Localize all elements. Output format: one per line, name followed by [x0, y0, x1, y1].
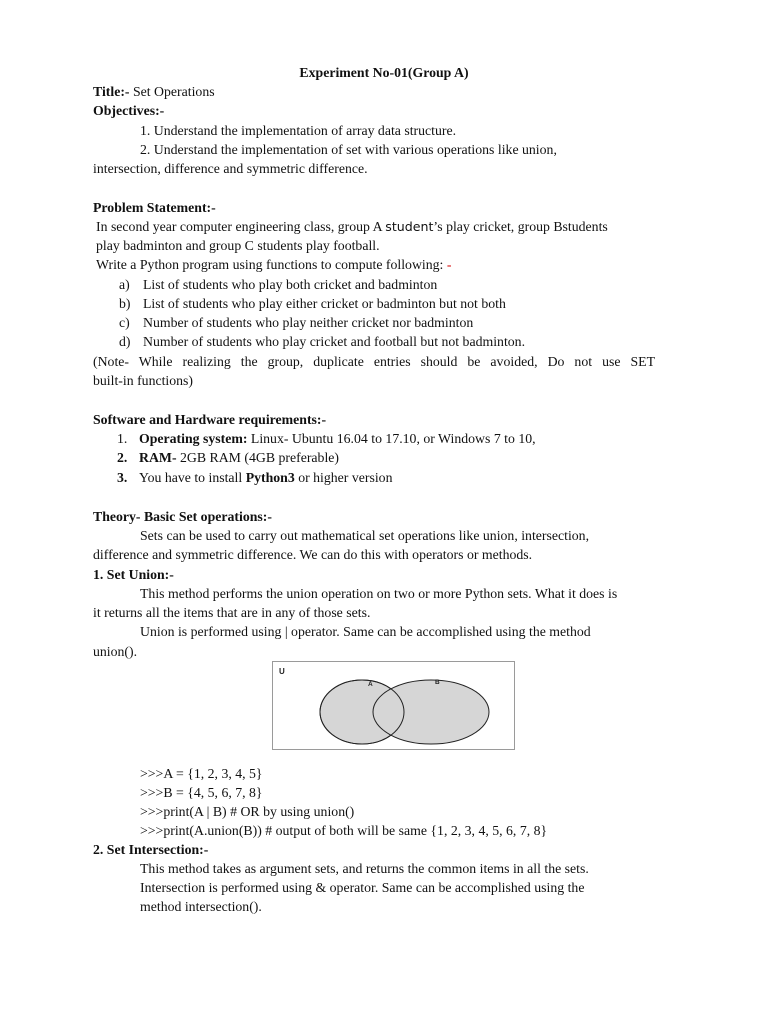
code-line: >>>print(A | B) # OR by using union() [140, 804, 355, 819]
intersection-text: method intersection(). [140, 899, 262, 914]
problem-text [96, 255, 451, 274]
objectives-heading: Objectives:- [93, 103, 165, 118]
requirement-marker: 2. [117, 450, 128, 465]
union-text: it returns all the items that are in any of those sets. [93, 605, 371, 620]
problem-list-marker: d) [119, 334, 131, 349]
requirement-marker: 1. [117, 431, 128, 446]
requirement-item [139, 448, 339, 467]
requirement-text: Linux- Ubuntu 16.04 to 17.10, or Windows 7 to 10, [247, 431, 536, 446]
problem-text-part: ’s play cricket, group Bstudents [433, 219, 608, 234]
code-line: >>>B = {4, 5, 6, 7, 8} [140, 785, 263, 800]
requirement-text: 2GB RAM (4GB preferable) [176, 450, 340, 465]
requirement-bold: Python3 [245, 470, 295, 485]
venn-label-b: B [435, 679, 440, 686]
problem-heading: Problem Statement:- [93, 200, 216, 215]
problem-list-marker: a) [119, 277, 130, 292]
union-text: Union is performed using | operator. Same can be accomplished using the method [140, 624, 591, 639]
intersection-heading: 2. Set Intersection:- [93, 842, 209, 857]
problem-text [96, 217, 608, 236]
requirement-bold: RAM- [139, 450, 177, 465]
problem-text: play badminton and group C students play football. [96, 238, 380, 253]
requirement-text: You have to install [139, 470, 246, 485]
union-venn-diagram [272, 661, 515, 750]
objective-item: intersection, difference and symmetric difference. [93, 161, 368, 176]
problem-dash: - [446, 257, 452, 272]
problem-list-item: Number of students who play cricket and football but not badminton. [143, 334, 526, 349]
requirement-text: or higher version [294, 470, 393, 485]
problem-list-marker: c) [119, 315, 130, 330]
requirements-heading: Software and Hardware requirements:- [93, 412, 327, 427]
theory-text: difference and symmetric difference. We can do this with operators or methods. [93, 547, 533, 562]
theory-text: Sets can be used to carry out mathematical set operations like union, intersection, [140, 528, 590, 543]
objective-item: 1. Understand the implementation of array data structure. [140, 123, 457, 138]
problem-text-part: In second year computer engineering class, group A [96, 219, 386, 234]
problem-text-word: student [385, 219, 434, 234]
problem-list-marker: b) [119, 296, 131, 311]
problem-list-item: List of students who play either cricket or badminton but not both [143, 296, 506, 311]
title-label: Title:- [93, 84, 130, 99]
requirement-bold: Operating system: [139, 431, 248, 446]
problem-note: built-in functions) [93, 373, 194, 388]
intersection-text: Intersection is performed using & operator. Same can be accomplished using the [140, 880, 585, 895]
union-text: union(). [93, 644, 138, 659]
union-heading: 1. Set Union:- [93, 567, 174, 582]
requirement-item [139, 429, 536, 448]
experiment-heading: Experiment No-01(Group A) [299, 65, 469, 80]
venn-universe-label: U [279, 667, 285, 676]
venn-label-a: A [368, 681, 373, 688]
objective-item: 2. Understand the implementation of set with various operations like union, [140, 142, 557, 157]
venn-set-b [373, 680, 489, 744]
problem-note: (Note- While realizing the group, duplicate entries should be avoided, Do not use SET [93, 354, 655, 369]
problem-list-item: List of students who play both cricket and badminton [143, 277, 438, 292]
problem-list-item: Number of students who play neither cricket nor badminton [143, 315, 474, 330]
title-text: Set Operations [129, 84, 215, 99]
code-line: >>>print(A.union(B)) # output of both will be same {1, 2, 3, 4, 5, 6, 7, 8} [140, 823, 548, 838]
requirement-item [139, 468, 392, 487]
theory-heading: Theory- Basic Set operations:- [93, 509, 272, 524]
union-text: This method performs the union operation on two or more Python sets. What it does is [140, 586, 618, 601]
code-line: >>>A = {1, 2, 3, 4, 5} [140, 766, 263, 781]
title-line [93, 82, 215, 101]
requirement-marker: 3. [117, 470, 128, 485]
intersection-text: This method takes as argument sets, and returns the common items in all the sets. [140, 861, 589, 876]
problem-text-part: Write a Python program using functions to compute following: [96, 257, 447, 272]
